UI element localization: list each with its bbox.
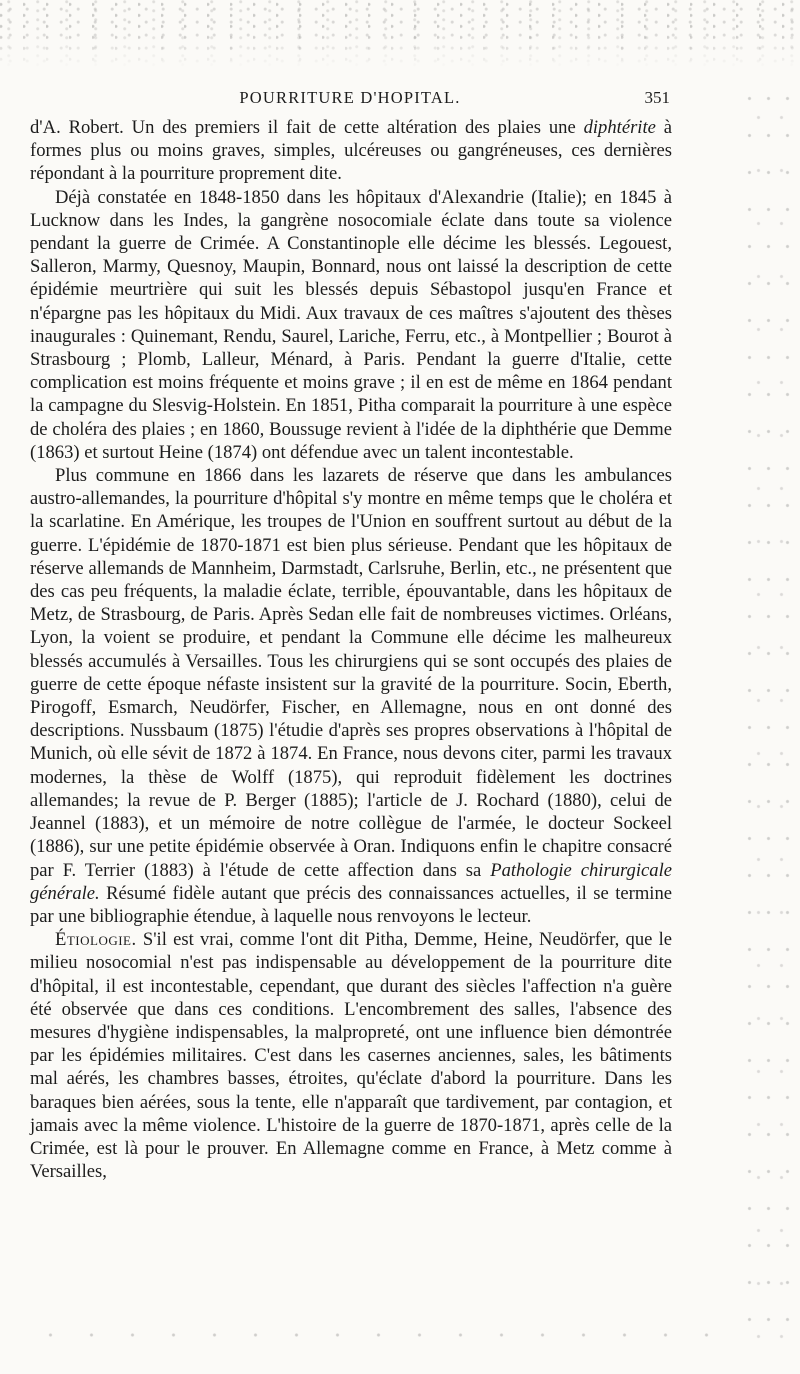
paragraph-2: Déjà constatée en 1848-1850 dans les hôpitaux d'Alexandrie (Italie); en 1845 à Lucknow dans les Indes, la gangrène nosocomiale éclate dans toute sa violence pendant la guerre de Crimée. A Constantinople elle décime les blessés. Legouest, Salleron, Marmy, Quesnoy, Maupin, Bonnard, nous ont laissé la description de cette épidémie meurtrière qui suit les blessés depuis Sébastopol jusqu'en France et n'épargne pas les hôpitaux du Midi. Aux travaux de ces maîtres s'ajoutent des thèses inaugurales : Quinemant, Rendu, Saurel, Lariche, Ferru, etc., à Montpellier ; Bourot à Strasbourg ; Plomb, Lalleur, Ménard, à Paris. Pendant la guerre d'Italie, cette complication est moins fréquente et moins grave ; il en est de même en 1864 pendant la campagne du Slesvig-Holstein. En 1851, Pitha comparait la pourriture à une espèce de choléra des plaies ; en 1860, Boussuge revient à l'idée de la diphthérie que Demme (1863) et surtout Heine (1874) ont défendue avec un talent incontestable. — [30, 186, 672, 463]
page-header — [30, 88, 670, 112]
page-body — [30, 116, 672, 1183]
paragraph-4 — [30, 928, 672, 1183]
paragraph-3-text-b: Résumé fidèle autant que précis des connaissances actuelles, il se termine par une bibliographie étendue, à laquelle nous renvoyons le lecteur. — [30, 882, 672, 927]
paragraph-1 — [30, 116, 672, 186]
paragraph-3-italic: Pathologie chirurgicale générale. — [30, 859, 672, 904]
paragraph-3-text-a: Plus commune en 1866 dans les lazarets de réserve que dans les ambulances austro-allemandes, la pourriture d'hôpital s'y montre en même temps que le choléra et la scarlatine. En Amérique, les troupes de l'Union en souffrent surtout au début de la guerre. L'épidémie de 1870-1871 est bien plus sérieuse. Pendant que les hôpitaux de réserve allemands de Mannheim, Darmstadt, Carlsruhe, Berlin, etc., ne présentent que des cas peu fréquents, la maladie éclate, terrible, épouvantable, dans les hôpitaux de Metz, de Strasbourg, de Paris. Après Sedan elle fait de nombreuses victimes. Orléans, Lyon, la voient se produire, et pendant la Commune elle décime les malheureux blessés accumulés à Versailles. Tous les chirurgiens qui se sont occupés des plaies de guerre de cette époque néfaste insistent sur la gravité de la pourriture. Socin, Eberth, Pirogoff, Esmarch, Neudörfer, Fischer, en Allemagne, nous en ont donné des descriptions. Nussbaum (1875) l'étudie d'après ses propres observations à l'hôpital de Munich, où elle sévit de 1872 à 1874. En France, nous devons citer, parmi les travaux modernes, la thèse de Wolff (1875), qui reproduit fidèlement les doctrines allemandes; la revue de P. Berger (1885); l'article de J. Rochard (1880), celui de Jeannel (1883), et un mémoire de notre collègue de l'armée, le docteur Sockeel (1886), sur une petite épidémie observée à Oran. Indiquons enfin le chapitre consacré par F. Terrier (1883) à l'étude de cette affection dans sa — [30, 465, 672, 881]
scan-noise-bottom — [30, 1328, 730, 1342]
paragraph-1-text-a: d'A. Robert. Un des premiers il fait de cette altération des plaies une — [30, 117, 584, 138]
scan-noise-right — [740, 80, 800, 1340]
scan-noise-top — [0, 0, 800, 70]
paragraph-3 — [30, 464, 672, 928]
paragraph-4-text: S'il est vrai, comme l'ont dit Pitha, Demme, Heine, Neudörfer, que le milieu nosocomial n'est pas indispensable au développement de la pourriture dite d'hôpital, il est incontestable, cependant, que durant des siècles l'affection n'a guère été observée que dans ces conditions. L'encombrement des salles, l'absence des mesures d'hygiène indispensables, la malpropreté, ont une influence bien démontrée par les épidémies militaires. C'est dans les casernes anciennes, sales, les bâtiments mal aérés, les chambres basses, étroites, qu'éclate d'abord la pourriture. Dans les baraques bien aérées, sous la tente, elle n'apparaît que tardivement, par contagion, et jamais avec la même violence. L'histoire de la guerre de 1870-1871, après celle de la Crimée, est là pour le prouver. En Allemagne comme en France, à Metz comme à Versailles, — [30, 929, 672, 1183]
section-heading-etiologie: Étiologie. — [55, 929, 137, 951]
running-title: POURRITURE D'HOPITAL. — [239, 88, 461, 107]
page-number: 351 — [644, 88, 670, 107]
paragraph-1-italic: diphtérite — [583, 117, 656, 138]
paragraph-1-text-b: à formes plus ou moins graves, simples, ulcéreuses ou gangréneuses, ces dernières répondant à la pourriture proprement dite. — [30, 117, 672, 185]
